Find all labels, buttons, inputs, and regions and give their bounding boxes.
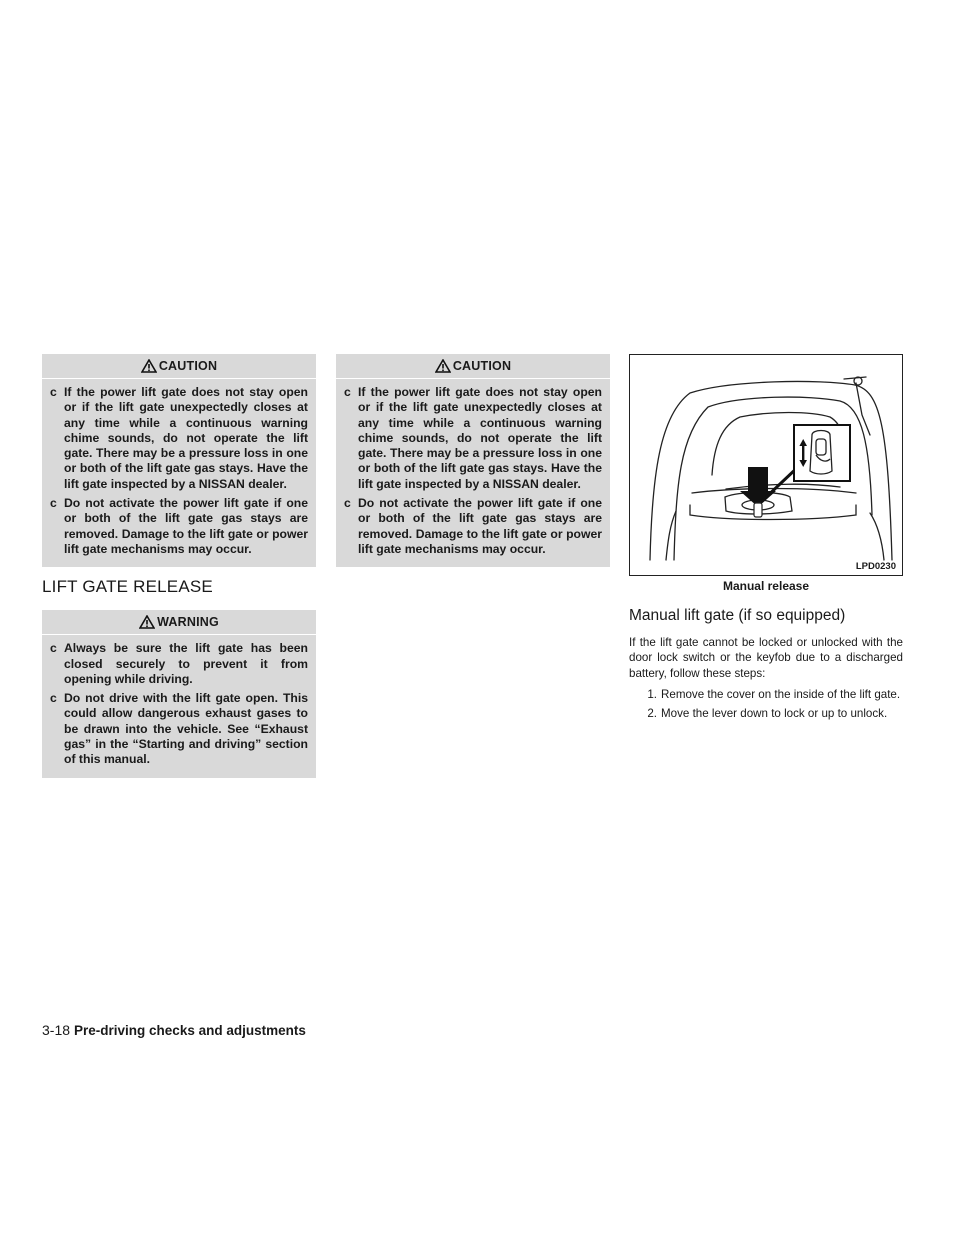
steps-list bbox=[629, 687, 903, 722]
caution-header bbox=[42, 354, 316, 379]
list-item bbox=[629, 687, 903, 702]
warning-item bbox=[50, 641, 308, 687]
bullet-icon: c bbox=[50, 691, 57, 706]
lift-gate-illustration bbox=[630, 355, 902, 575]
caution-box bbox=[42, 354, 316, 567]
bullet-icon: c bbox=[50, 385, 57, 399]
warning-title: WARNING bbox=[157, 615, 219, 630]
step-text: Move the lever down to lock or up to unlock. bbox=[661, 707, 888, 721]
caution-item bbox=[50, 385, 308, 492]
caution-box bbox=[336, 354, 610, 567]
list-item bbox=[629, 706, 903, 721]
warning-item bbox=[50, 691, 308, 767]
figure-code: LPD0230 bbox=[855, 561, 896, 572]
caution-item-text: Do not activate the power lift gate if one or both of the lift gate gas stays are removed. Damage to the lift gate or power lift gate mechanisms may occur. bbox=[64, 496, 308, 556]
subheading: Manual lift gate (if so equipped) bbox=[629, 607, 846, 624]
step-text: Remove the cover on the inside of the lift gate. bbox=[661, 687, 901, 701]
warning-triangle-icon bbox=[139, 615, 155, 629]
warning-box bbox=[42, 610, 316, 777]
left-column bbox=[42, 354, 316, 778]
manual-release-figure bbox=[629, 354, 903, 576]
warning-item-text: Always be sure the lift gate has been closed securely to prevent it from opening while driving. bbox=[64, 641, 308, 686]
caution-item-text: Do not activate the power lift gate if one or both of the lift gate gas stays are removed. Damage to the lift gate or power lift gate mechanisms may occur. bbox=[358, 496, 602, 556]
bullet-icon: c bbox=[50, 641, 57, 656]
warning-triangle-icon bbox=[141, 359, 157, 373]
step-number: 1. bbox=[647, 687, 657, 701]
intro-paragraph: If the lift gate cannot be locked or unlocked with the door lock switch or the keyfob due to a discharged battery, follow these steps: bbox=[629, 636, 903, 680]
middle-column bbox=[336, 354, 610, 567]
right-column bbox=[629, 354, 903, 721]
page-footer bbox=[42, 1022, 306, 1038]
caution-item bbox=[344, 496, 602, 557]
caution-item-text: If the power lift gate does not stay open or if the lift gate unexpectedly closes at any time while a continuous warning chime sounds, do not operate the lift gate. There may be a pressure loss in one or both of the lift gate gas stays. Have the lift gate inspected by a NISSAN dealer. bbox=[64, 385, 308, 491]
warning-item-text: Do not drive with the lift gate open. This could allow dangerous exhaust gases to be drawn into the vehicle. See “Exhaust gas” in the “Starting and driving” section of this manual. bbox=[64, 691, 308, 767]
caution-item bbox=[50, 496, 308, 557]
warning-header bbox=[42, 610, 316, 635]
bullet-icon: c bbox=[50, 496, 57, 511]
step-number: 2. bbox=[647, 707, 657, 721]
figure-caption: Manual release bbox=[722, 579, 810, 593]
footer-section-title: Pre-driving checks and adjustments bbox=[74, 1023, 306, 1038]
caution-item-text: If the power lift gate does not stay open or if the lift gate unexpectedly closes at any time while a continuous warning chime sounds, do not operate the lift gate. There may be a pressure loss in one or both of the lift gate gas stays. Have the lift gate inspected by a NISSAN dealer. bbox=[358, 385, 602, 491]
warning-triangle-icon bbox=[435, 359, 451, 373]
section-heading: LIFT GATE RELEASE bbox=[42, 577, 213, 597]
bullet-icon: c bbox=[344, 385, 351, 399]
caution-header bbox=[336, 354, 610, 379]
bullet-icon: c bbox=[344, 496, 351, 511]
caution-title: CAUTION bbox=[158, 359, 218, 373]
caution-item bbox=[344, 385, 602, 492]
page-number: 3-18 bbox=[42, 1022, 71, 1038]
caution-title: CAUTION bbox=[452, 359, 512, 373]
